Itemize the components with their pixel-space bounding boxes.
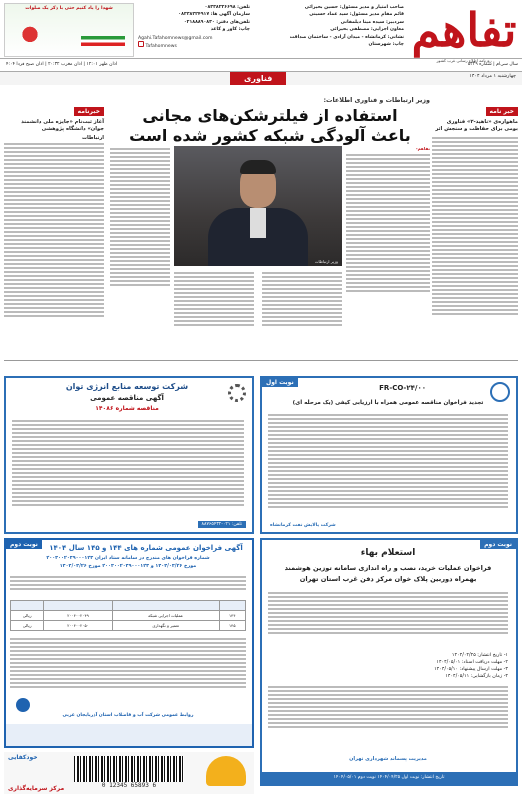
date-line: ۳- مهلت ارسال پیشنهاد: ۱۴۰۴/۰۵/۱۰ — [434, 667, 508, 672]
tender-footer: شرکت پالایش نفت کرمانشاه — [270, 523, 336, 528]
article-column — [110, 146, 170, 351]
right-sidebar-tag: خبر نامه — [486, 107, 518, 116]
contact-line: تلفن‌های دفتر: ۰۲۱۸۸۸۹۰۸۳۰ — [183, 19, 250, 25]
article-headline[interactable] — [110, 106, 430, 146]
publisher-line: قائم مقام مدیر مسئول: سید عماد حسینی — [309, 12, 404, 18]
headline-line: باعث آلودگی شبکه کشور شده است — [129, 126, 411, 145]
photo-caption: وزیر ارتباطات — [314, 259, 338, 264]
publisher-info — [254, 4, 404, 48]
ad-bottom-line: تاریخ انتشار: نوبت اول ۱۴۰۴/۰۴/۲۵ نوبت دوم ۱۴۰۴/۰۵/۰۱ — [262, 772, 516, 784]
tulip-icon — [15, 24, 45, 50]
main-article — [110, 96, 430, 354]
table-row — [11, 621, 246, 631]
tender-ad-2[interactable] — [4, 376, 254, 534]
publisher-line: سردبیر: سیده مینا دیلمقانی — [340, 19, 404, 25]
publisher-line: صاحب امتیاز و مدیر مسئول: حسین بحیرائی — [304, 5, 404, 10]
contact-info — [138, 4, 250, 49]
ad-body — [12, 418, 244, 518]
logo — [410, 2, 518, 63]
publisher-line: نشانی: کرمانشاه - میدان آزادی - ساختمان صداقت — [289, 34, 404, 40]
issue-date: چهارشنبه ۱ مرداد ۱۴۰۴ — [469, 74, 516, 79]
table-row — [11, 601, 246, 611]
right-sidebar-title[interactable]: ماهواره‌ی «ناهید-۲» فناوری بومی برای حفاظت و سنجش اثر — [435, 119, 518, 132]
table-cell: ۱۴۵ — [219, 621, 246, 631]
tender-table — [10, 600, 246, 631]
instagram-icon — [138, 41, 144, 47]
section-title: فناوری — [230, 72, 286, 85]
tender-title: تجدید فراخوان مناقصه عمومی همراه با ارزیابی کیفی (یک مرحله ای) — [292, 400, 484, 406]
tender-code: FR-CO-۲۴/۰۰ — [379, 384, 426, 392]
person-hair — [240, 160, 276, 174]
ad-footer: مدیریت پسماند شهرداری تهران — [349, 756, 427, 762]
ad-subtitle: شماره فراخوان های مندرج در سامانه ستاد ایران ۲۰۰۴۰۰۲۰۴۹۰۰۰۱۲۳ — [46, 556, 210, 561]
ad-title: استعلام بهاء — [360, 548, 416, 558]
masthead — [0, 0, 522, 83]
divider — [4, 360, 518, 361]
barcode-icon — [74, 756, 184, 782]
headline-line: استفاده از فیلترشکن‌های مجانی — [142, 106, 398, 125]
left-sidebar-subtitle: ارتباطات — [82, 135, 104, 141]
ad-desc: بهمراه دوربین پلاک خوان مرکز دفن غرب استان تهران — [299, 575, 477, 583]
promo-label: مرکز سرمایه‌گذاری — [8, 785, 65, 792]
contact-line: تلفن: ۰۸۳۳۸۲۲۶۶۹۸ — [204, 5, 250, 10]
ad-footer: روابط عمومی شرکت آب و فاضلاب استان آذربایجان غربی — [62, 713, 194, 718]
left-sidebar-body — [4, 141, 104, 361]
date-line: ۲- مهلت دریافت اسناد: ۱۴۰۴/۰۵/۰۱ — [436, 660, 508, 665]
article-column — [346, 146, 430, 351]
table-cell: ریالی — [11, 611, 44, 621]
ad-corner-label: نوبت اول — [262, 378, 298, 387]
bottom-promo — [4, 752, 254, 794]
gear-icon — [228, 384, 246, 402]
table-cell: عملیات اجرایی شبکه — [112, 611, 219, 621]
left-sidebar — [4, 98, 104, 352]
ad-corner-label: نوبت دوم — [480, 540, 516, 549]
publisher-line: معاون اجرایی: مصطفی بحیرائی — [330, 27, 404, 33]
person-shirt — [250, 208, 266, 238]
ad-dates — [268, 652, 508, 680]
right-sidebar-body — [432, 135, 518, 360]
social-handle[interactable] — [138, 41, 250, 49]
section-bar — [0, 72, 522, 85]
table-row — [11, 611, 246, 621]
company-logo-icon — [490, 382, 510, 402]
logo-text: تفاهم — [411, 3, 517, 57]
lead-source: تفاهم- — [415, 146, 430, 151]
ad-body — [10, 636, 246, 698]
social-text: Tafahomnews — [145, 43, 177, 49]
barcode-number: 0 12345 65893 6 — [101, 782, 157, 789]
article-photo[interactable] — [174, 146, 342, 266]
contact-line: سازمان آگهی ها: ۰۸۳۳۸۲۲۴۹۱۷ — [178, 12, 250, 18]
tender-body — [268, 412, 508, 522]
tender-ad-4[interactable] — [260, 538, 518, 786]
promo-label: خودکفایی — [8, 754, 38, 761]
tagline: روزنامه اطلاع رسانی غرب کشور — [436, 58, 492, 63]
article-column — [262, 270, 342, 352]
ad-body — [268, 590, 508, 650]
email[interactable]: Agahi.Tafahomnews@gmail.com — [138, 35, 213, 41]
promo-banner — [4, 3, 134, 57]
table-cell: ۲۰۰۴۰۰۲۰۴۹ — [44, 611, 113, 621]
table-cell: تعمیر و نگهداری — [112, 621, 219, 631]
left-sidebar-tag: خبرنامه — [74, 107, 104, 116]
table-cell: ریالی — [11, 621, 44, 631]
ad-title: آگهی مناقصه عمومی — [90, 394, 164, 402]
ad-intro — [10, 574, 246, 598]
ad-logo-icon — [16, 698, 30, 712]
right-sidebar — [432, 98, 518, 352]
ad-title: آگهی فراخوان عمومی شماره های ۱۴۴ و ۱۴۵ سال ۱۴۰۴ — [49, 544, 243, 552]
table-cell: ۱۴۴ — [219, 611, 246, 621]
left-sidebar-title[interactable]: آغاز ثبت‌نام «جایزه ملی دانشمند جوان» دانشگاه پژوهشی — [21, 119, 104, 132]
tender-ad-1[interactable] — [260, 376, 518, 534]
issue-bar — [0, 58, 522, 72]
date-line: ۴- زمان بازگشایی: ۱۴۰۴/۰۵/۱۱ — [445, 674, 508, 679]
date-line: ۱- تاریخ انتشار: ۱۴۰۴/۰۴/۲۵ — [451, 653, 508, 658]
ad-strip — [6, 724, 252, 746]
article-column — [174, 270, 254, 352]
article-kicker: وزیر ارتباطات و فناوری اطلاعات: — [323, 96, 430, 104]
tender-ad-3[interactable] — [4, 538, 254, 748]
flag-icon — [81, 36, 125, 46]
publisher-line: چاپ: شهرستان — [368, 42, 404, 48]
helmet-icon — [206, 756, 246, 786]
issue-number: سال سی‌ام | شماره ۵۳۲۹ — [467, 62, 518, 67]
ad-corner-label: نوبت دوم — [6, 540, 42, 549]
prayer-times: اذان ظهر ۱۲:۰۱ | اذان مغرب ۲۰:۳۲ | اذان صبح فردا ۴:۰۴ — [6, 62, 118, 67]
company-name: شرکت توسعه منابع انرژی توان — [65, 382, 189, 391]
table-cell: ۲۰۰۴۰۰۲۰۵۰ — [44, 621, 113, 631]
ad-body — [268, 684, 508, 744]
ad-footer-phone: تلفن: ۰۲۱-۸۸۷۶۵۴۳۲ — [198, 521, 246, 528]
ad-number: مناقصه شماره ۱۴۰۸۶ — [95, 405, 159, 412]
ad-desc: فراخوان عملیات خرید، نصب و راه اندازی سامانه توزین هوشمند — [284, 564, 492, 572]
promo-text: شهدا را یاد کنیم حتی با ذکر یک صلوات — [25, 6, 113, 11]
ad-subtitle: مورخ ۱۴۰۴/۰۴/۲۶ و ۲۰۰۴۰۰۲۰۴۹۰۰۰۱۲۳ مورخ ۱۴۰۴/۰۴/۲۶ — [59, 564, 197, 569]
contact-line: چاپ: کاور و کاغذ — [210, 27, 250, 33]
